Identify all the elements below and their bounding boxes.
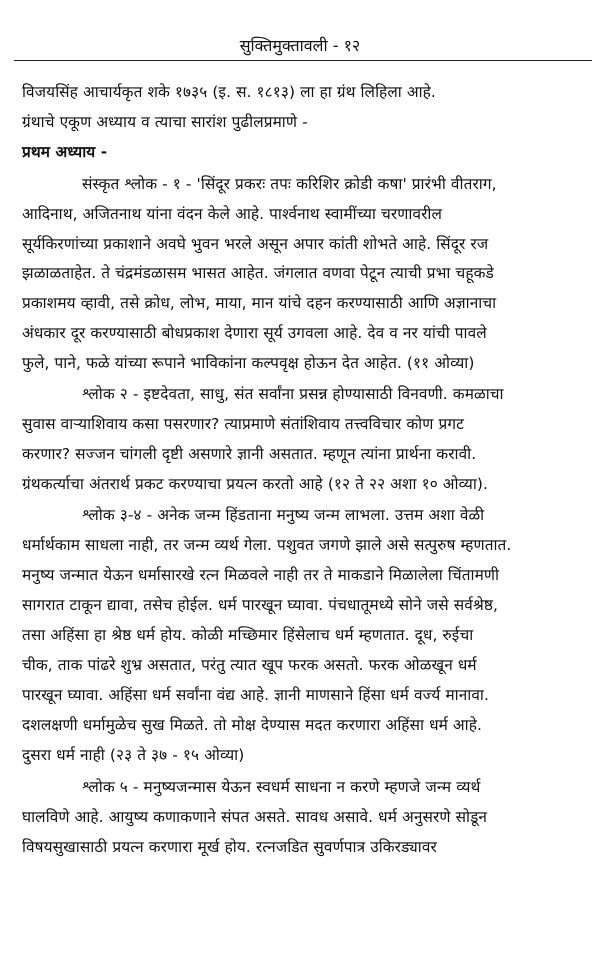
paragraph-line: सूर्यकिरणांच्या प्रकाशाने अवघे भुवन भरले असून अपार कांती शोभते आहे. सिंदूर रज xyxy=(22,235,489,253)
paragraph-line: घालविणे आहे. आयुष्य कणाकणाने संपत असते. सावध असावे. धर्म अनुसरणे सोडून xyxy=(22,808,488,826)
paragraph-line: पारखून घ्यावा. अहिंसा धर्म सर्वांना वंद्य आहे. ज्ञानी माणसाने हिंसा धर्म वर्ज्य मानावा. xyxy=(22,686,490,704)
paragraph-line: धर्मार्थकाम साधला नाही, तर जन्म व्यर्थ गेला. पशुवत जगणे झाले असे सत्पुरुष म्हणतात. xyxy=(22,536,512,554)
paragraph-line: झळाळताहेत. ते चंद्रमंडळासम भासत आहेत. जंगलात वणवा पेटून त्याची प्रभा चहूकडे xyxy=(22,264,494,282)
paragraph-line: विषयसुखासाठी प्रयत्न करणारा मूर्ख होय. रत्नजडित सुवर्णपात्र उकिरड्यावर xyxy=(22,838,437,856)
section-heading: प्रथम अध्याय - xyxy=(22,143,108,161)
paragraph-line: दुसरा धर्म नाही (२३ ते ३७ - १५ ओव्या) xyxy=(22,746,245,764)
paragraph-line: सागरात टाकून द्यावा, तसेच होईल. धर्म पारखून घ्यावा. पंचधातूमध्ये सोने जसे सर्वश्रेष्ठ, xyxy=(22,596,499,614)
header-rule xyxy=(14,60,592,61)
paragraph-line: श्लोक ५ - मनुष्यजन्मास येऊन स्वधर्म साधना न करणे म्हणजे जन्म व्यर्थ xyxy=(82,778,481,796)
intro-line: विजयसिंह आचार्यकृत शके १७३५ (इ. स. १८१३) ला हा ग्रंथ लिहिला आहे. xyxy=(22,83,436,101)
paragraph-line: ग्रंथकर्त्याचा अंतरार्थ प्रकट करण्याचा प्रयत्न करतो आहे (१२ ते २२ अशा १० ओव्या). xyxy=(22,475,489,493)
running-header: सुक्तिमुक्तावली - १२ xyxy=(239,36,361,55)
paragraph-line: मनुष्य जन्मात येऊन धर्मासारखे रत्न मिळवले नाही तर ते माकडाने मिळालेला चिंतामणी xyxy=(22,566,500,584)
paragraph-line: करणार? सज्जन चांगली दृष्टी असणारे ज्ञानी असतात. म्हणून त्यांना प्रार्थना करावी. xyxy=(22,445,477,463)
paragraph-line: आदिनाथ, अजितनाथ यांना वंदन केले आहे. पार्श्वनाथ स्वामींच्या चरणावरील xyxy=(22,205,443,223)
paragraph-line: श्लोक ३-४ - अनेक जन्म हिंडताना मनुष्य जन्म लाभला. उत्तम अशा वेळी xyxy=(82,506,485,524)
paragraph-line: अंधकार दूर करण्यासाठी बोधप्रकाश देणारा सूर्य उगवला आहे. देव व नर यांची पावले xyxy=(22,324,487,342)
paragraph-line: तसा अहिंसा हा श्रेष्ठ धर्म होय. कोळी मच्छिमार हिंसेलाच धर्म म्हणतात. दूध, रुईचा xyxy=(22,626,474,644)
paragraph-line: फुले, पाने, फळे यांच्या रूपाने भाविकांना कल्पवृक्ष होऊन देत आहेत. (११ ओव्या) xyxy=(22,354,475,372)
paragraph-line: दशलक्षणी धर्मामुळेच सुख मिळते. तो मोक्ष देण्यास मदत करणारा अहिंसा धर्म आहे. xyxy=(22,716,483,734)
paragraph-line: सुवास वाऱ्याशिवाय कसा पसरणार? त्याप्रमाणे संतांशिवाय तत्त्वविचार कोण प्रगट xyxy=(22,415,464,433)
paragraph-line: चीक, ताक पांढरे शुभ्र असतात, परंतु त्यात खूप फरक असतो. फरक ओळखून धर्म xyxy=(22,656,477,674)
paragraph-line: संस्कृत श्लोक - १ - 'सिंदूर प्रकरः तपः करिशिर क्रोडी कषा' प्रारंभी वीतराग, xyxy=(82,175,497,193)
paragraph-line: श्लोक २ - इष्टदेवता, साधु, संत सर्वांना प्रसन्न होण्यासाठी विनवणी. कमळाचा xyxy=(82,385,504,403)
intro-line: ग्रंथाचे एकूण अध्याय व त्याचा सारांश पुढीलप्रमाणे - xyxy=(22,113,308,131)
paragraph-line: प्रकाशमय व्हावी, तसे क्रोध, लोभ, माया, मान यांचे दहन करण्यासाठी आणि अज्ञानाचा xyxy=(22,294,497,312)
